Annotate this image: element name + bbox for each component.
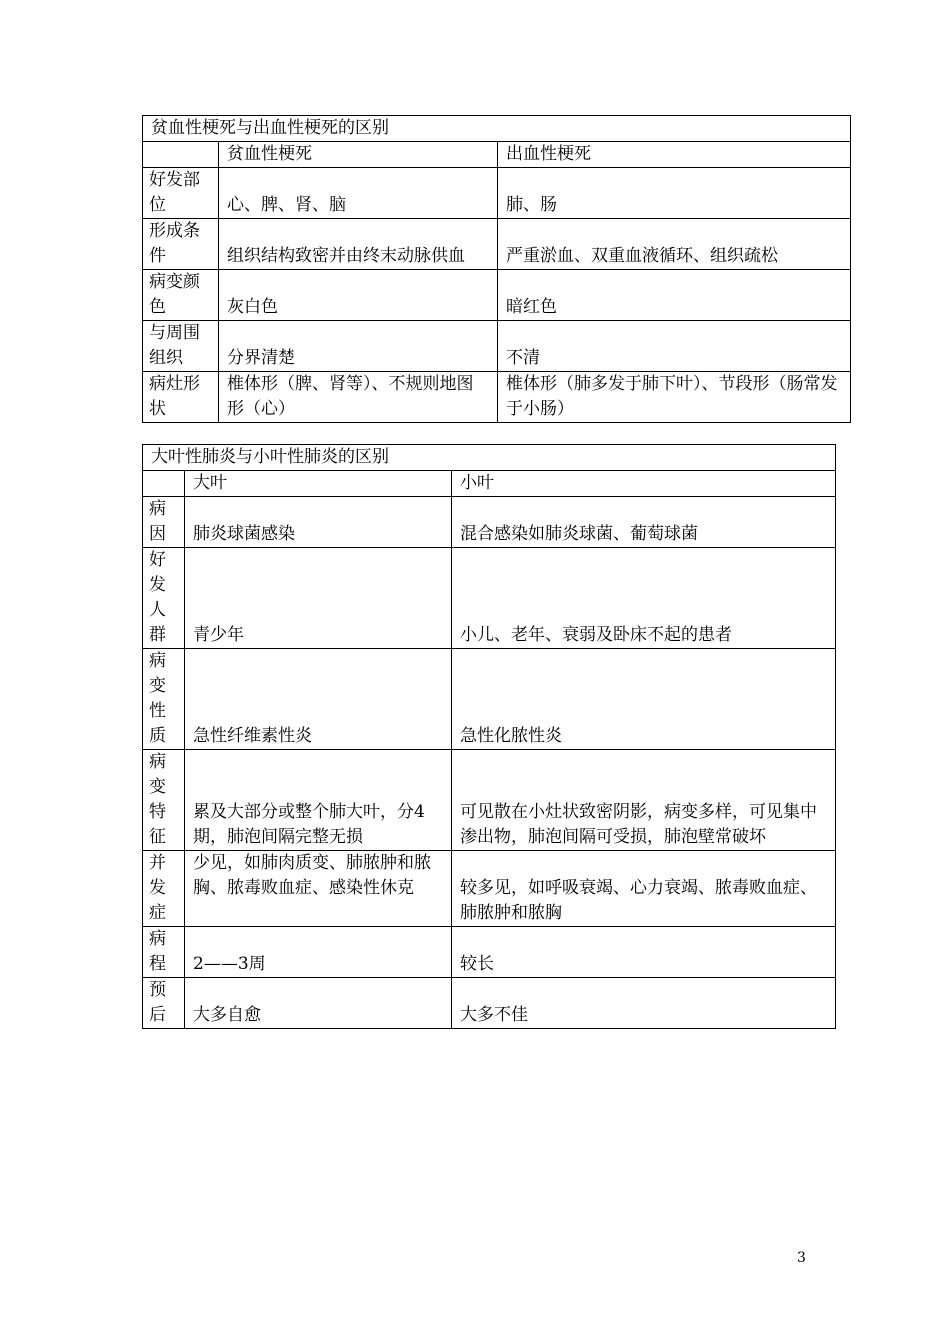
cell-hemorrhagic: 椎体形（肺多发于肺下叶）、节段形（肠常发于小肠） xyxy=(498,372,851,423)
row-label: 好发部位 xyxy=(143,168,219,219)
row-label: 病变性质 xyxy=(143,649,185,750)
cell-lobar: 少见，如肺肉质变、肺脓肿和脓胸、脓毒败血症、感染性休克 xyxy=(185,851,452,927)
header-empty xyxy=(143,471,185,497)
table-row xyxy=(143,548,836,649)
cell-hemorrhagic: 不清 xyxy=(498,321,851,372)
cell-lobular: 较多见，如呼吸衰竭、心力衰竭、脓毒败血症、肺脓肿和脓胸 xyxy=(452,851,836,927)
cell-lobar: 青少年 xyxy=(185,548,452,649)
cell-lobar: 肺炎球菌感染 xyxy=(185,497,452,548)
page-number: 3 xyxy=(797,1250,806,1266)
row-label: 病变颜色 xyxy=(143,270,219,321)
table-row xyxy=(143,750,836,851)
row-label: 并发症 xyxy=(143,851,185,927)
cell-hemorrhagic: 暗红色 xyxy=(498,270,851,321)
cell-hemorrhagic: 严重淤血、双重血液循环、组织疏松 xyxy=(498,219,851,270)
header-lobular: 小叶 xyxy=(452,471,836,497)
cell-hemorrhagic: 肺、肠 xyxy=(498,168,851,219)
infarction-comparison-table xyxy=(142,115,851,423)
row-label: 病因 xyxy=(143,497,185,548)
header-anemic: 贫血性梗死 xyxy=(219,142,498,168)
cell-lobular: 混合感染如肺炎球菌、葡萄球菌 xyxy=(452,497,836,548)
row-label: 预后 xyxy=(143,978,185,1029)
table-row xyxy=(143,978,836,1029)
cell-lobar: 2——3周 xyxy=(185,927,452,978)
cell-lobular: 小儿、老年、衰弱及卧床不起的患者 xyxy=(452,548,836,649)
cell-lobar: 大多自愈 xyxy=(185,978,452,1029)
cell-lobular: 较长 xyxy=(452,927,836,978)
cell-anemic: 分界清楚 xyxy=(219,321,498,372)
row-label: 与周围组织 xyxy=(143,321,219,372)
row-label: 病灶形状 xyxy=(143,372,219,423)
table-title: 贫血性梗死与出血性梗死的区别 xyxy=(143,116,851,142)
table-title: 大叶性肺炎与小叶性肺炎的区别 xyxy=(143,445,836,471)
table-row xyxy=(143,649,836,750)
table-row xyxy=(143,497,836,548)
row-label: 形成条件 xyxy=(143,219,219,270)
cell-lobular: 急性化脓性炎 xyxy=(452,649,836,750)
table-row xyxy=(143,321,851,372)
cell-lobar: 急性纤维素性炎 xyxy=(185,649,452,750)
cell-anemic: 灰白色 xyxy=(219,270,498,321)
cell-anemic: 组织结构致密并由终末动脉供血 xyxy=(219,219,498,270)
table-row xyxy=(143,372,851,423)
table-row xyxy=(143,270,851,321)
table-row xyxy=(143,219,851,270)
table-row xyxy=(143,927,836,978)
row-label: 好发人群 xyxy=(143,548,185,649)
table-row xyxy=(143,851,836,927)
row-label: 病程 xyxy=(143,927,185,978)
row-label: 病变特征 xyxy=(143,750,185,851)
cell-lobar: 累及大部分或整个肺大叶，分4期，肺泡间隔完整无损 xyxy=(185,750,452,851)
pneumonia-comparison-table xyxy=(142,444,836,1029)
cell-lobular: 可见散在小灶状致密阴影，病变多样，可见集中渗出物，肺泡间隔可受损，肺泡壁常破坏 xyxy=(452,750,836,851)
header-empty xyxy=(143,142,219,168)
cell-lobular: 大多不佳 xyxy=(452,978,836,1029)
table-row xyxy=(143,168,851,219)
cell-anemic: 心、脾、肾、脑 xyxy=(219,168,498,219)
cell-anemic: 椎体形（脾、肾等）、不规则地图形（心） xyxy=(219,372,498,423)
header-hemorrhagic: 出血性梗死 xyxy=(498,142,851,168)
header-lobar: 大叶 xyxy=(185,471,452,497)
